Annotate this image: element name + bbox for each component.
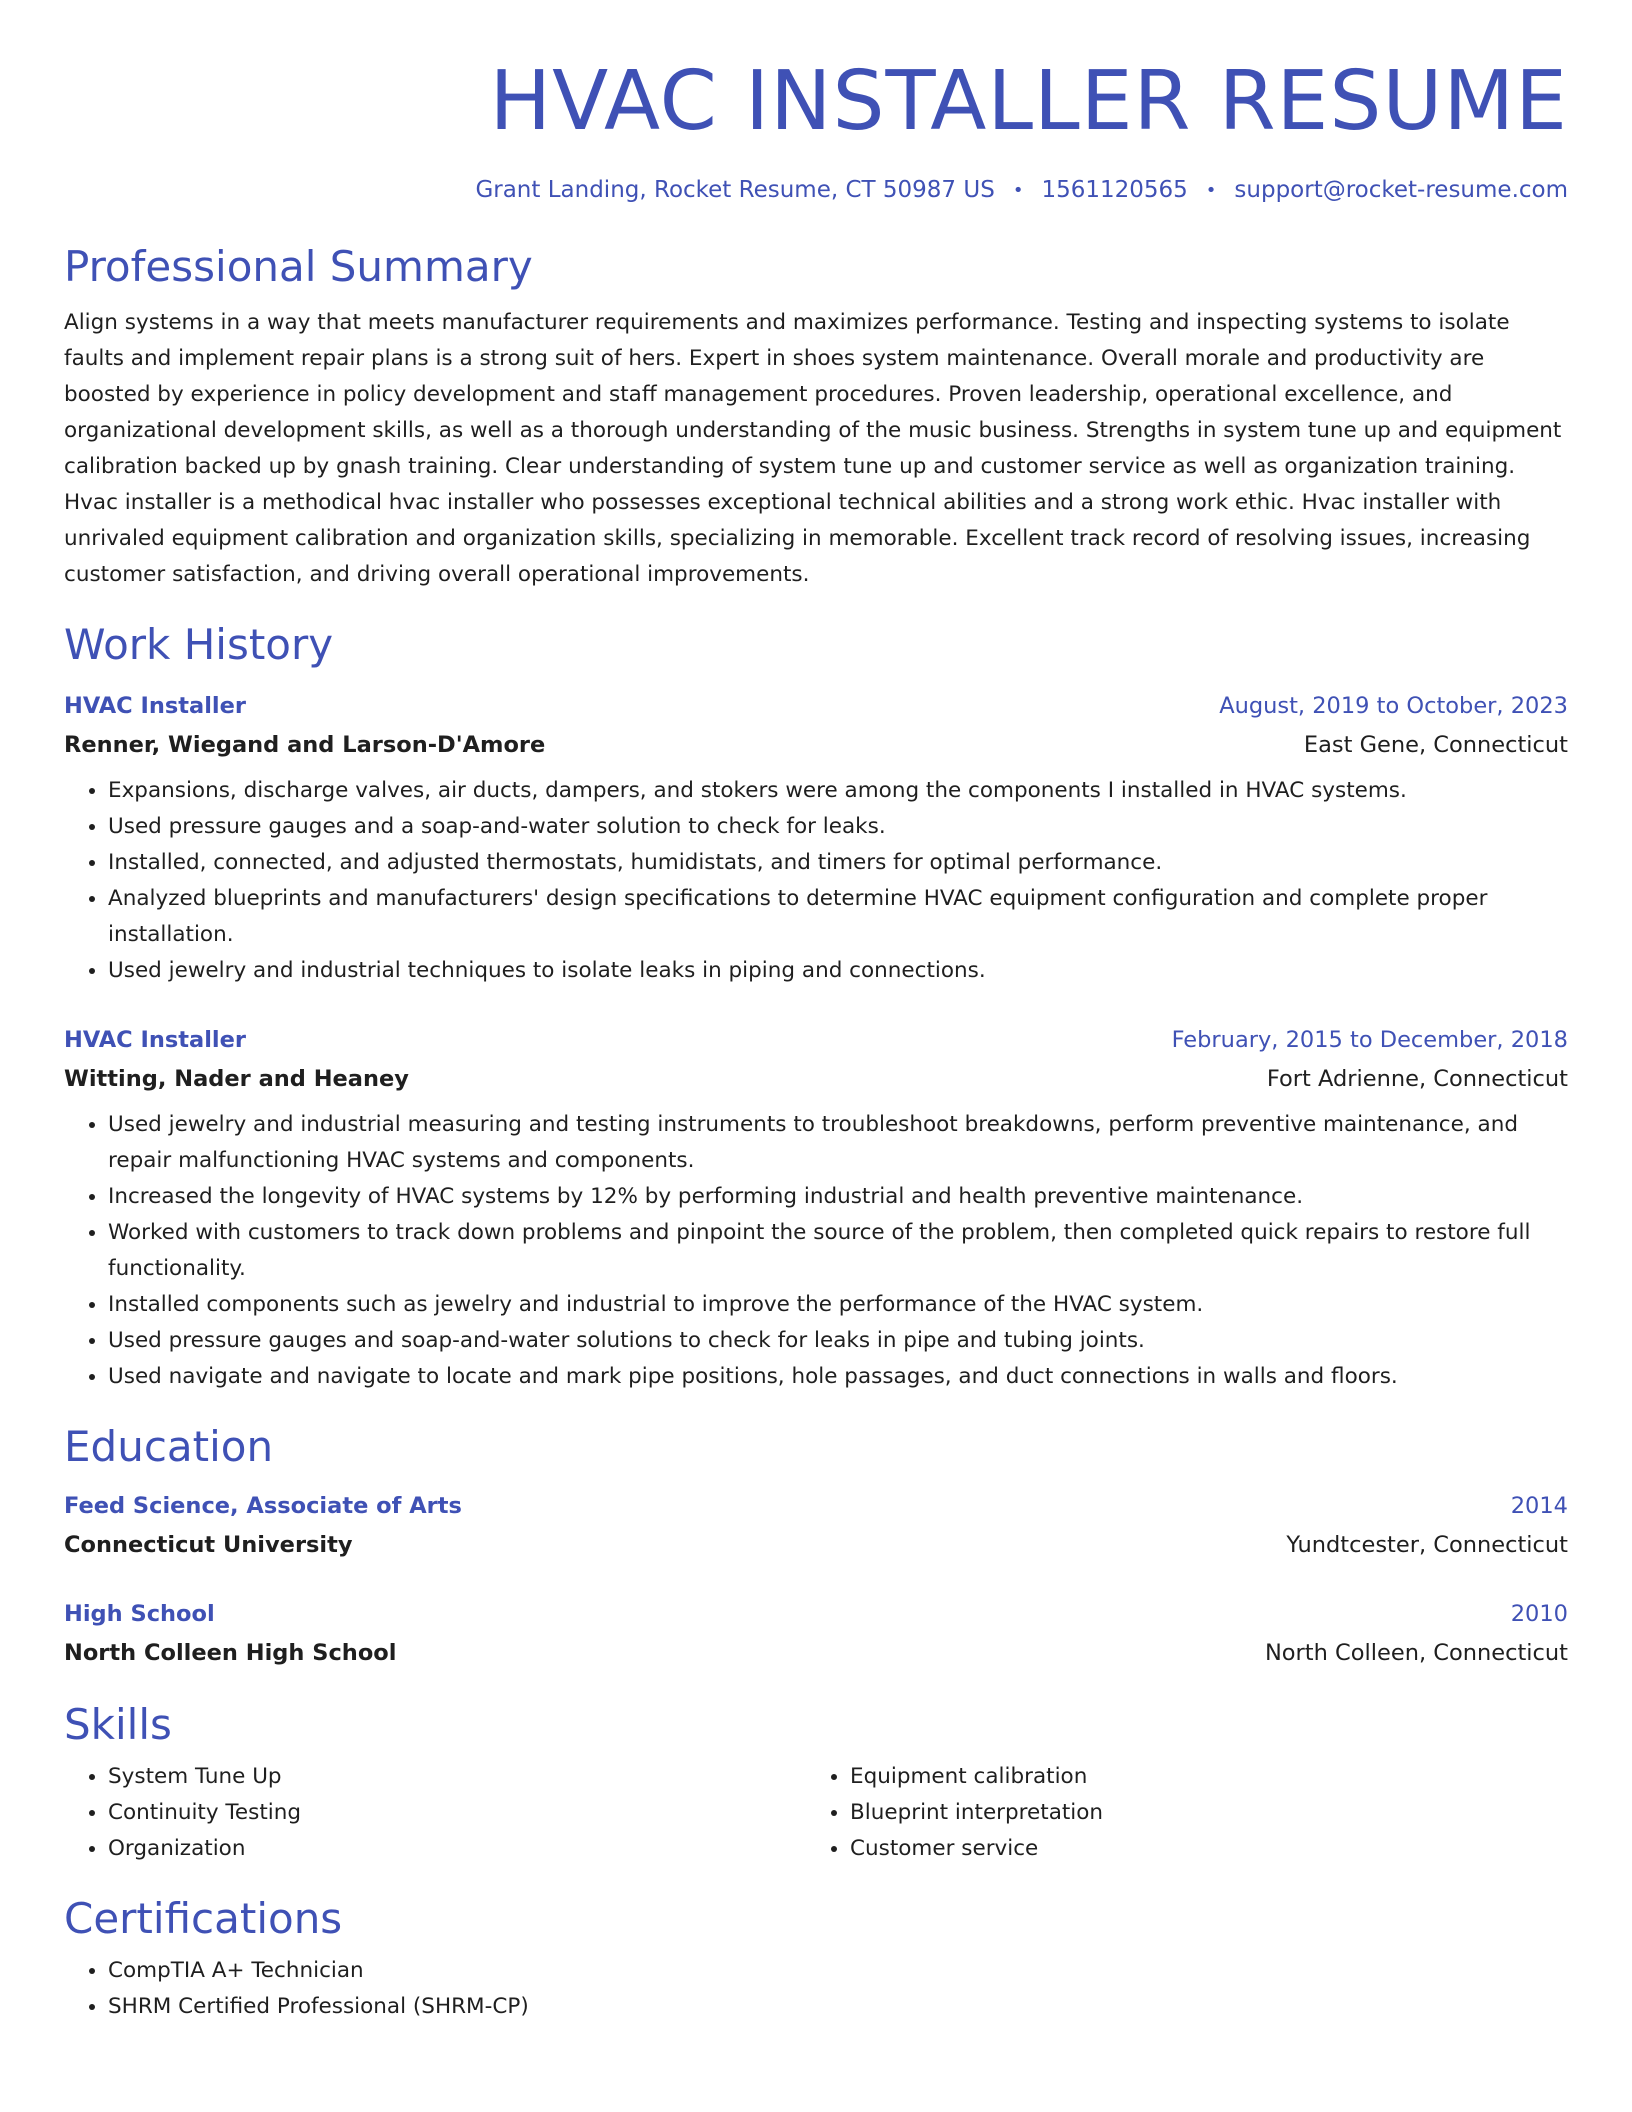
- education-year: 2014: [1510, 1492, 1568, 1519]
- skills-list-left: [64, 1759, 806, 1867]
- job-bullet: • Used navigate and navigate to locate and mark pipe positions, hole passages, and duct connections in walls and floors.: [108, 1359, 1568, 1395]
- job-company: Renner, Wiegand and Larson-D'Amore: [64, 731, 546, 758]
- job-company: Witting, Nader and Heaney: [64, 1065, 409, 1092]
- skills-columns: [64, 1759, 1568, 1867]
- resume-header: [64, 52, 1568, 207]
- job-bullet: • Increased the longevity of HVAC systems by 12% by performing industrial and health preventive maintenance.: [108, 1179, 1568, 1215]
- skills-list-right: [806, 1759, 1548, 1867]
- skill-item: • Organization: [108, 1831, 806, 1867]
- contact-email: support@rocket-resume.com: [1234, 177, 1568, 203]
- contact-line: [64, 174, 1568, 207]
- skills-heading: Skills: [64, 1699, 172, 1749]
- certifications-list: [64, 1953, 1568, 2025]
- work-history-section: [64, 619, 1568, 1395]
- job-dates: August, 2019 to October, 2023: [1219, 692, 1568, 719]
- skill-item: • Continuity Testing: [108, 1795, 806, 1831]
- job-role: HVAC Installer: [64, 1026, 246, 1053]
- job-entry: [64, 1021, 1568, 1395]
- education-degree: High School: [64, 1600, 215, 1627]
- summary-heading: Professional Summary: [64, 241, 533, 291]
- certifications-section: [64, 1893, 1568, 2025]
- education-heading: Education: [64, 1421, 274, 1471]
- skills-section: [64, 1699, 1568, 1867]
- job-entry: [64, 687, 1568, 989]
- education-degree: Feed Science, Associate of Arts: [64, 1492, 462, 1519]
- education-section: [64, 1421, 1568, 1673]
- job-bullet: • Used jewelry and industrial measuring and testing instruments to troubleshoot breakdowns, perform preventive maintenance, and repair malfunctioning HVAC systems and components.: [108, 1107, 1568, 1179]
- job-bullet: • Used pressure gauges and soap-and-water solutions to check for leaks in pipe and tubing joints.: [108, 1323, 1568, 1359]
- education-entry: [64, 1595, 1568, 1673]
- job-role: HVAC Installer: [64, 692, 246, 719]
- certification-item: • CompTIA A+ Technician: [108, 1953, 1568, 1989]
- job-dates: February, 2015 to December, 2018: [1171, 1026, 1568, 1053]
- summary-text: Align systems in a way that meets manufacturer requirements and maximizes performance. Testing and inspecting systems to isolate faults and implement repair plans is a strong suit of hers. Expert in shoes system maintenance. Overall morale and productivity are boosted by experience in policy development and staff management procedures. Proven leadership, operational excellence, and organizational development skills, as well as a thorough understanding of the music business. Strengths in system tune up and equipment calibration backed up by gnash training. Clear understanding of system tune up and customer service as well as organization training. Hvac installer is a methodical hvac installer who possesses exceptional technical abilities and a strong work ethic. Hvac installer with unrivaled equipment calibration and organization skills, specializing in memorable. Excellent track record of resolving issues, increasing customer satisfaction, and driving overall operational improvements.: [64, 309, 1562, 587]
- job-bullet: • Worked with customers to track down problems and pinpoint the source of the problem, then completed quick repairs to restore full functionality.: [108, 1215, 1568, 1287]
- certifications-heading: Certifications: [64, 1893, 343, 1943]
- contact-address: Grant Landing, Rocket Resume, CT 50987 US: [475, 177, 995, 203]
- job-location: Fort Adrienne, Connecticut: [1266, 1065, 1568, 1092]
- job-bullets: [64, 773, 1568, 989]
- job-bullet: • Used jewelry and industrial techniques to isolate leaks in piping and connections.: [108, 953, 1568, 989]
- skill-item: • Equipment calibration: [850, 1759, 1548, 1795]
- skill-item: • Blueprint interpretation: [850, 1795, 1548, 1831]
- job-location: East Gene, Connecticut: [1303, 731, 1568, 758]
- resume-title: HVAC INSTALLER RESUME: [489, 54, 1568, 149]
- skill-item: • Customer service: [850, 1831, 1548, 1867]
- job-bullet: • Expansions, discharge valves, air ducts, dampers, and stokers were among the components I installed in HVAC systems.: [108, 773, 1568, 809]
- education-location: North Colleen, Connecticut: [1264, 1639, 1568, 1666]
- job-bullet: • Installed components such as jewelry and industrial to improve the performance of the HVAC system.: [108, 1287, 1568, 1323]
- job-bullet: • Analyzed blueprints and manufacturers' design specifications to determine HVAC equipment configuration and complete proper installation.: [108, 881, 1568, 953]
- contact-separator: •: [1012, 179, 1024, 201]
- job-bullet: • Used pressure gauges and a soap-and-water solution to check for leaks.: [108, 809, 1568, 845]
- contact-phone: 1561120565: [1041, 177, 1188, 203]
- education-entry: [64, 1487, 1568, 1565]
- skill-item: • System Tune Up: [108, 1759, 806, 1795]
- education-year: 2010: [1510, 1600, 1568, 1627]
- job-bullets: [64, 1107, 1568, 1395]
- education-school: North Colleen High School: [64, 1639, 397, 1666]
- job-bullet: • Installed, connected, and adjusted thermostats, humidistats, and timers for optimal performance.: [108, 845, 1568, 881]
- education-school: Connecticut University: [64, 1531, 353, 1558]
- education-location: Yundtcester, Connecticut: [1286, 1531, 1568, 1558]
- contact-separator: •: [1205, 179, 1217, 201]
- certification-item: • SHRM Certified Professional (SHRM-CP): [108, 1989, 1568, 2025]
- work-history-heading: Work History: [64, 619, 334, 669]
